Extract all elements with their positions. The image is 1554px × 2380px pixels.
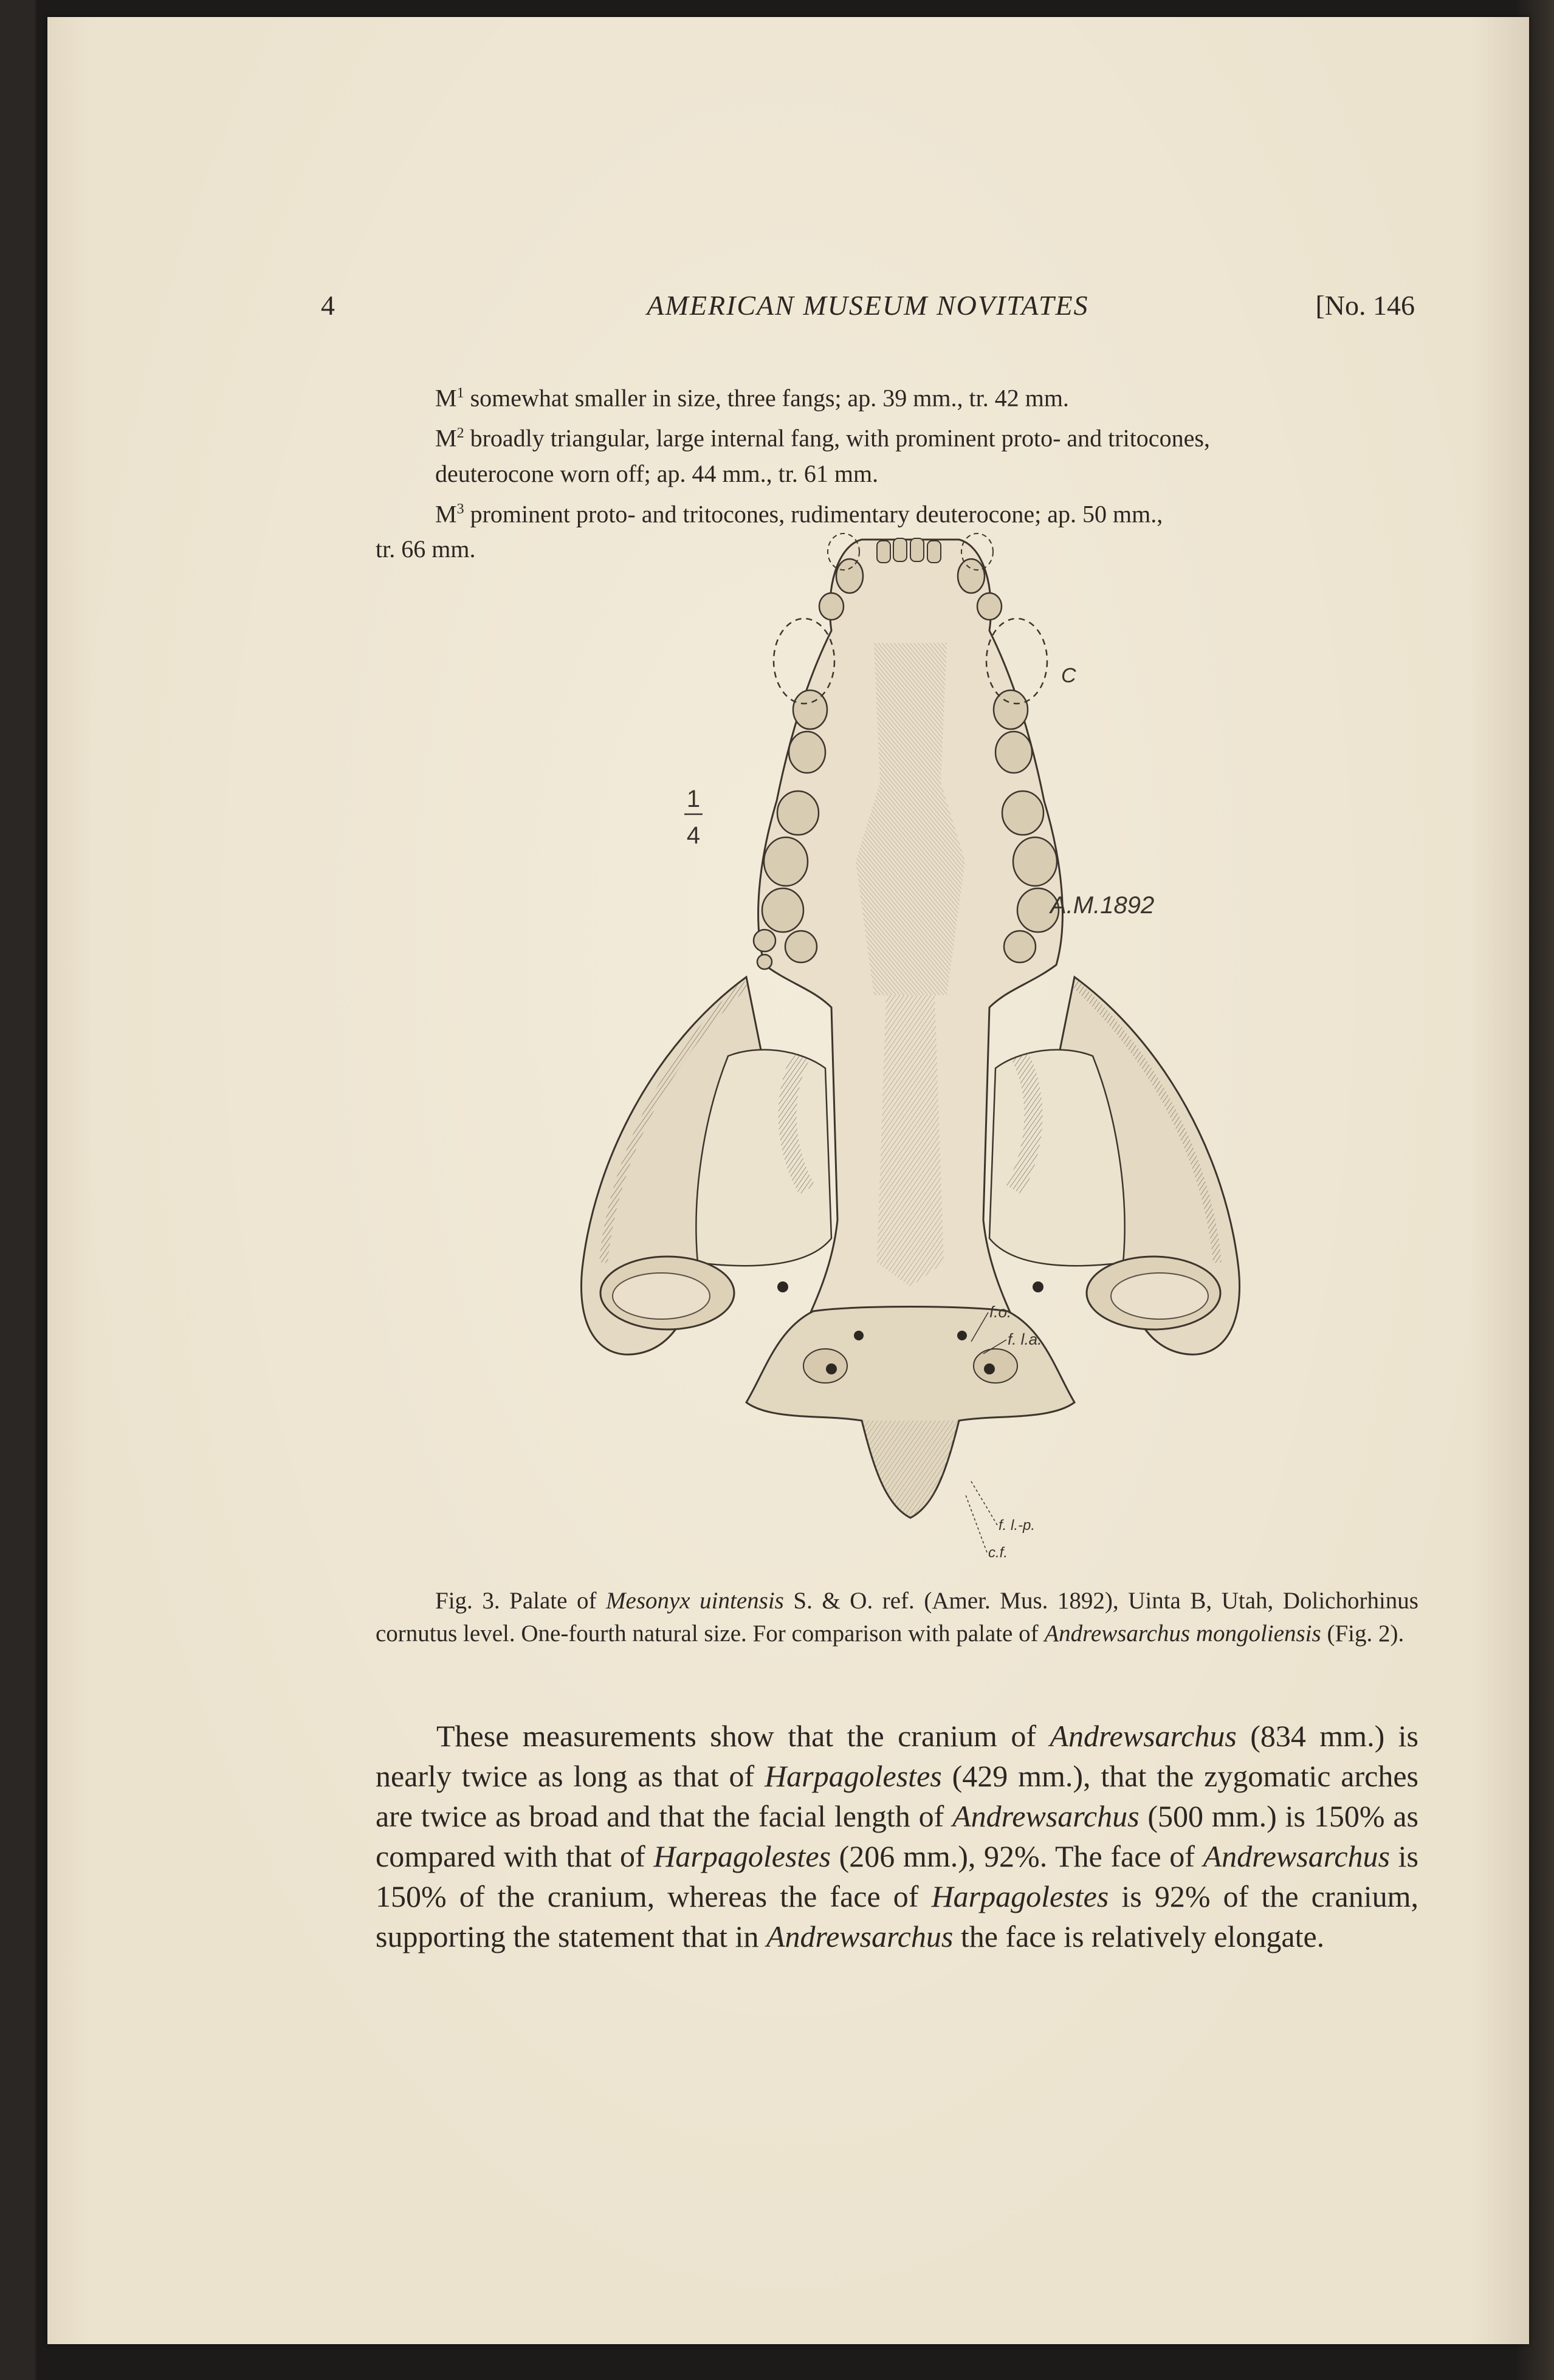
tooth-m2: $M^2$ broadly triangular, large internal fang, with prominent proto- and tritocones, — [435, 424, 1210, 452]
tooth-m1: $M^1$ somewhat smaller in size, three fangs; ap. 39 mm., tr. 42 mm. — [435, 384, 1069, 412]
tooth-m2-cont: deuterocone worn off; ap. 44 mm., tr. 61 mm. — [435, 459, 879, 487]
label-flp: f. l.-p. — [999, 1517, 1036, 1534]
specimen-label: A.M.1892 — [1050, 892, 1155, 919]
tooth-m3: $M^3$ prominent proto- and tritocones, rudimentary deuterocone; ap. 50 mm., — [435, 499, 1163, 527]
palate-illustration — [546, 521, 1275, 1585]
scale-numerator: 1 — [686, 786, 701, 812]
running-header — [321, 289, 1415, 332]
label-fo: f.o. — [989, 1303, 1012, 1321]
figure-caption: Fig. 3. Palate of Mesonyx uintensis S. & O. ref. (Amer. Mus. 1892), Uinta B, Utah, Dolichorhinus cornutus level. One-fourth natural size. For comparison with palate of Andrewsarchus mongoliensis (Fig. 2). — [376, 1588, 1418, 1647]
caption-species-1: Mesonyx uintensis — [606, 1588, 784, 1614]
body-paragraph: These measurements show that the cranium of Andrewsarchus (834 mm.) is nearly twice as long as that of Harpagolestes (429 mm.), that the zygomatic arches are twice as broad and that the facial length of Andrewsarchus (500 mm.) is 150% as compared with that of Harpagolestes (206 mm.), 92%. The face of Andrewsarchus is 150% of the cranium, whereas the face of Harpagolestes is 92% of the cranium, supporting the statement that in Andrewsarchus the face is relatively elongate. — [376, 1719, 1418, 1953]
caption-fig: Fig. 3. — [435, 1588, 500, 1614]
label-fla: f. l.a. — [1008, 1330, 1042, 1348]
tooth-m3-cont: tr. 66 mm. — [376, 535, 476, 563]
journal-title: AMERICAN MUSEUM NOVITATES — [647, 290, 1089, 321]
label-canine: C — [1061, 664, 1076, 687]
page-number: 4 — [321, 290, 335, 321]
caption-species-2: Andrewsarchus mongoliensis — [1044, 1620, 1321, 1647]
scale-mark — [684, 786, 703, 849]
figure-palate — [546, 521, 1275, 1585]
issue-number: [No. 146 — [1315, 290, 1415, 321]
page — [47, 17, 1529, 2344]
scale-denominator: 4 — [686, 822, 701, 849]
label-cf: c.f. — [988, 1545, 1008, 1561]
